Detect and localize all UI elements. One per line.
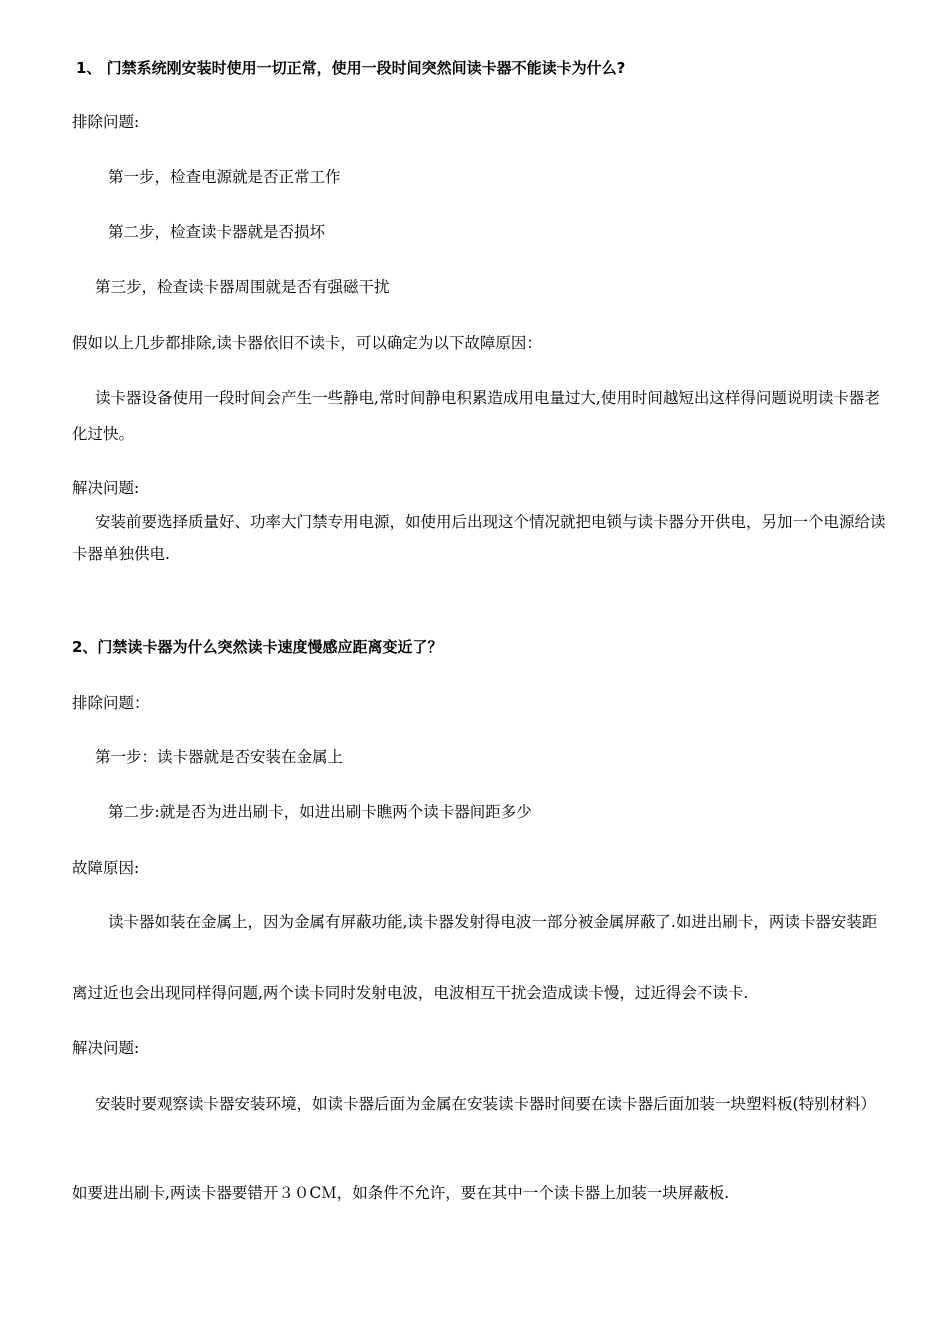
section2-troubleshoot-label: 排除问题： bbox=[72, 694, 150, 712]
section2-cause-label: 故障原因: bbox=[72, 859, 140, 877]
section1-step-2: 第二步，检查读卡器就是否损坏 bbox=[108, 223, 326, 241]
section1-title: 1、 门禁系统刚安装时使用一切正常，使用一段时间突然间读卡器不能读卡为什么? bbox=[76, 59, 626, 77]
section1-step-3: 第三步，检查读卡器周围就是否有强磁干扰 bbox=[95, 278, 390, 296]
section1-cause: 读卡器设备使用一段时间会产生一些静电,常时间静电积累造成用电量过大,使用时间越短出这样得问题说明读卡器老化过快。 bbox=[72, 389, 880, 443]
section1-troubleshoot-label: 排除问题: bbox=[72, 113, 140, 131]
section2-cause-line2: 离过近也会出现同样得问题,两个读卡同时发射电波，电波相互干扰会造成读卡慢，过近得会不读卡. bbox=[72, 984, 749, 1002]
section1-conclusion-intro: 假如以上几步都排除,读卡器依旧不读卡，可以确定为以下故障原因： bbox=[72, 334, 542, 352]
section2-solution-label: 解决问题: bbox=[72, 1039, 140, 1057]
section2-title: 2、门禁读卡器为什么突然读卡速度慢感应距离变近了？ bbox=[72, 638, 443, 656]
section2-solution-2: 如要进出刷卡,两读卡器要错开３０CＭ，如条件不允许，要在其中一个读卡器上加装一块屏蔽板. bbox=[72, 1184, 730, 1202]
section2-step-1: 第一步：读卡器就是否安装在金属上 bbox=[95, 748, 344, 766]
section2-step-2: 第二步:就是否为进出刷卡，如进出刷卡瞧两个读卡器间距多少 bbox=[108, 803, 532, 821]
section1-solution-label: 解决问题: bbox=[72, 479, 140, 497]
section1-solution: 安装前要选择质量好、功率大门禁专用电源，如使用后出现这个情况就把电锁与读卡器分开供电，另加一个电源给读卡器单独供电. bbox=[72, 513, 886, 563]
section2-cause-line1: 读卡器如装在金属上，因为金属有屏蔽功能,读卡器发射得电波一部分被金属屏蔽了.如进出刷卡，两读卡器安装距 bbox=[108, 913, 878, 931]
section1-step-1: 第一步，检查电源就是否正常工作 bbox=[108, 168, 341, 186]
section2-solution-1: 安装时要观察读卡器安装环境，如读卡器后面为金属在安装读卡器时间要在读卡器后面加装一块塑料板(特别材料） bbox=[95, 1095, 877, 1113]
